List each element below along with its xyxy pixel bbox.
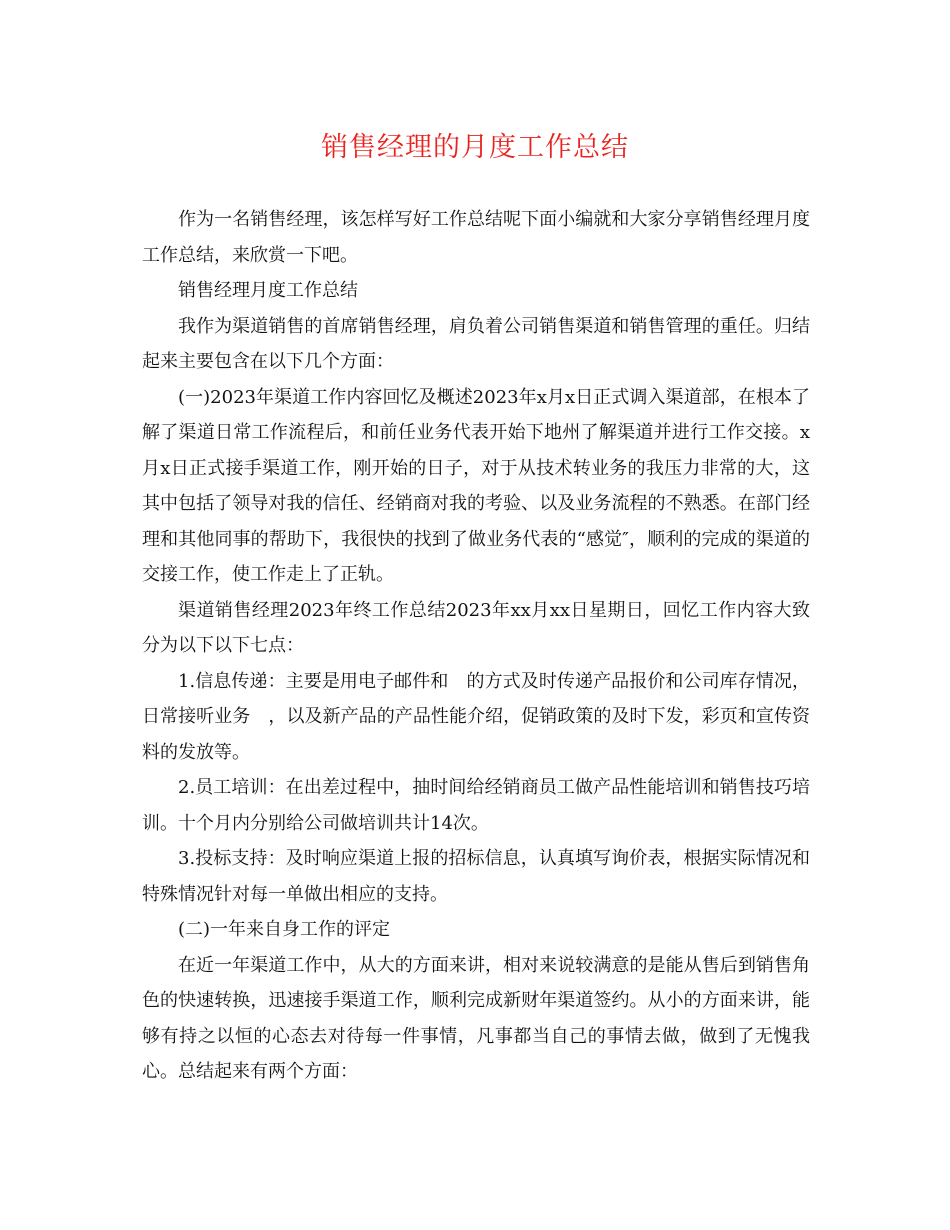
paragraph-self-evaluation: 在近一年渠道工作中，从大的方面来讲，相对来说较满意的是能从售后到销售角色的快速转换，迅速接手渠道工作，顺利完成新财年渠道签约。从小的方面来讲，能够有持之以恒的心态去对待每一件事情，凡事都当自己的事情去做，做到了无愧我心。总结起来有两个方面： [142, 954, 810, 1082]
paragraph-section-one: (一)2023年渠道工作内容回忆及概述2023年x月x日正式调入渠道部，在根本了解了渠道日常工作流程后，和前任业务代表开始下地州了解渠道并进行工作交接。x月x日正式接手渠道工作，刚开始的日子，对于从技术转业务的我压力非常的大，这其中包括了领导对我的信任、经销商对我的考验、以及业务流程的不熟悉。在部门经理和其他同事的帮助下，我很快的找到了做业务代表的“感觉″，顺利的完成的渠道的交接工作，使工作走上了正轨。 [142, 386, 810, 585]
paragraph-responsibility: 我作为渠道销售的首席销售经理，肩负着公司销售渠道和销售管理的重任。归结起来主要包含在以下几个方面： [142, 315, 810, 372]
paragraph-point-3: 3.投标支持：及时响应渠道上报的招标信息，认真填写询价表，根据实际情况和特殊情况针对每一单做出相应的支持。 [142, 848, 810, 905]
paragraph-section-two: (二)一年来自身工作的评定 [178, 919, 391, 940]
paragraph-point-1: 1.信息传递：主要是用电子邮件和 的方式及时传递产品报价和公司库存情况，日常接听业务 ，以及新产品的产品性能介绍，促销政策的及时下发，彩页和宣传资料的发放等。 [142, 670, 810, 763]
paragraph-summary-points: 渠道销售经理2023年终工作总结2023年xx月xx日星期日，回忆工作内容大致分为以下以下七点： [142, 599, 810, 656]
paragraph-subtitle: 销售经理月度工作总结 [178, 280, 358, 301]
paragraph-point-2: 2.员工培训：在出差过程中，抽时间给经销商员工做产品性能培训和销售技巧培训。十个月内分别给公司做培训共计14次。 [142, 777, 810, 834]
paragraph-intro: 作为一名销售经理，该怎样写好工作总结呢下面小编就和大家分享销售经理月度工作总结，来欣赏一下吧。 [142, 209, 810, 266]
document-body [142, 202, 810, 1090]
document-title: 销售经理的月度工作总结 [321, 132, 629, 163]
